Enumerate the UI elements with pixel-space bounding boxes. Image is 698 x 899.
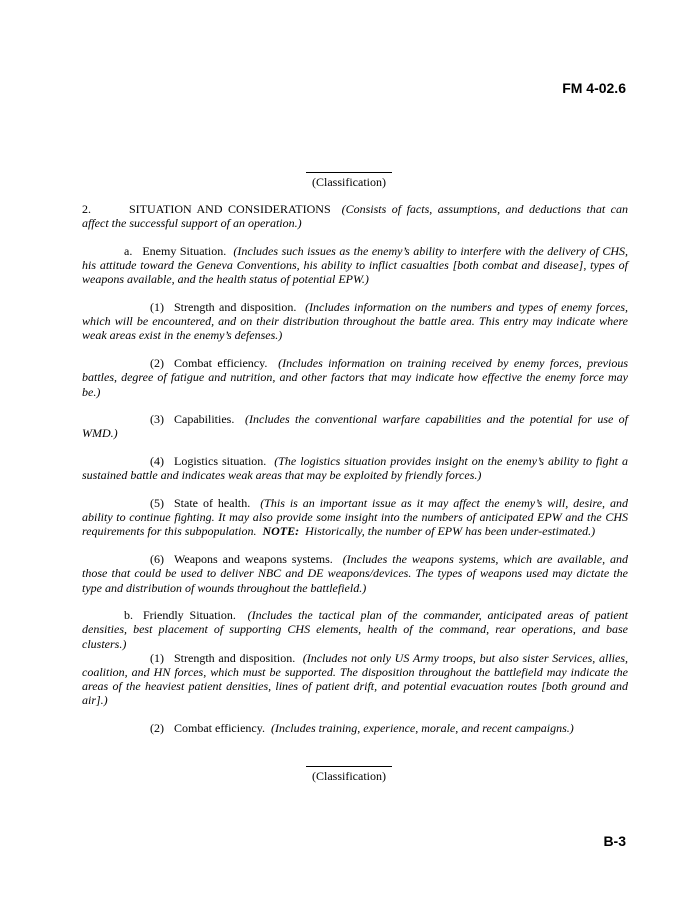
- paragraph-2a: [82, 244, 628, 287]
- paragraph-description: (Includes the tactical plan of the commander, anticipated areas of patient densities, best placement of supporting CHS elements, health of the command, rear operations, and base clusters.): [82, 608, 628, 651]
- paragraph-number: (2): [150, 721, 164, 736]
- paragraph-title: Logistics situation.: [174, 454, 267, 469]
- note-label: NOTE:: [262, 524, 300, 539]
- page-number: B-3: [603, 833, 626, 849]
- classification-line: [306, 766, 392, 767]
- paragraph-title: State of health.: [174, 496, 251, 511]
- classification-bottom: [0, 766, 698, 784]
- paragraph-description: (Includes information on training received by enemy forces, previous battles, degree of fatigue and nutrition, and other factors that may indicate how effective the enemy force may be.): [82, 356, 628, 399]
- paragraph-title: Capabilities.: [174, 412, 235, 427]
- paragraph-title: Friendly Situation.: [143, 608, 236, 623]
- document-body: [82, 202, 628, 749]
- paragraph-number: 2.: [82, 202, 91, 216]
- paragraph-number: b.: [124, 608, 133, 623]
- paragraph-2a1: [82, 300, 628, 343]
- paragraph-number: (6): [150, 552, 164, 567]
- paragraph-description: (Includes the conventional warfare capabilities and the potential for use of WMD.): [82, 412, 629, 441]
- paragraph-2a4: [82, 454, 628, 482]
- classification-label: (Classification): [312, 175, 386, 189]
- paragraph-number: (1): [150, 650, 164, 665]
- paragraph-2a5: [82, 496, 628, 539]
- paragraph-2b1: [82, 651, 628, 708]
- paragraph-2b: [82, 608, 628, 651]
- paragraph-title: Strength and disposition.: [174, 300, 297, 315]
- paragraph-number: (2): [150, 356, 164, 371]
- paragraph-2: [82, 202, 628, 230]
- manual-id: FM 4-02.6: [562, 80, 626, 96]
- paragraph-number: a.: [124, 243, 133, 258]
- paragraph-description: (Includes the weapons systems, which are available, and those that could be used to deliver NBC and DE weapons/devices. The types of weapons used may dictate the type and distribution of wounds throughout the battlefield.): [82, 552, 628, 595]
- paragraph-title: SITUATION AND CONSIDERATIONS: [129, 202, 331, 216]
- paragraph-description: (Consists of facts, assumptions, and deductions that can affect the successful support of an operation.): [82, 202, 628, 231]
- paragraph-number: (4): [150, 454, 164, 469]
- paragraph-description: (The logistics situation provides insight on the enemy’s ability to fight a sustained battle and indicates weak areas that may be exploited by friendly forces.): [82, 454, 628, 483]
- paragraph-title: Strength and disposition.: [174, 650, 296, 665]
- paragraph-2a6: [82, 552, 628, 595]
- paragraph-2b2: [82, 721, 628, 735]
- paragraph-description: (Includes training, experience, morale, and recent campaigns.): [270, 721, 574, 736]
- classification-top: [0, 172, 698, 190]
- paragraph-description: (Includes such issues as the enemy’s ability to interfere with the delivery of CHS, his attitude toward the Geneva Conventions, his ability to inflict casualties [both combat and disease], types of weapons available, and the health status of potential EPW.): [82, 243, 629, 287]
- note-text: Historically, the number of EPW has been under-estimated.): [305, 524, 596, 539]
- paragraph-title: Combat efficiency.: [174, 356, 268, 371]
- paragraph-number: (5): [150, 496, 164, 511]
- paragraph-title: Enemy Situation.: [142, 243, 227, 258]
- classification-label: (Classification): [312, 769, 386, 783]
- paragraph-number: (3): [150, 412, 164, 427]
- paragraph-2a3: [82, 412, 628, 440]
- paragraph-2a2: [82, 356, 628, 399]
- classification-line: [306, 172, 392, 173]
- paragraph-title: Weapons and weapons systems.: [174, 552, 333, 567]
- paragraph-description: (Includes not only US Army troops, but also sister Services, allies, coalition, and HN forces, which must be supported. The disposition throughout the battlefield may indicate the areas of the heaviest patient densities, lines of patient drift, and potential evacuation routes [both ground and air].): [82, 650, 628, 708]
- paragraph-description: (Includes information on the numbers and types of enemy forces, which will be encountered, and on their distribution throughout the battle area. This entry may indicate where weak areas exist in the enemy’s defenses.): [82, 300, 629, 343]
- paragraph-title: Combat efficiency.: [174, 721, 265, 736]
- paragraph-description: (This is an important issue as it may affect the enemy’s will, desire, and ability to continue fighting. It may also provide some insight into the numbers of anticipated EPW and the CHS requirements for this subpopulation.: [82, 496, 629, 539]
- paragraph-number: (1): [150, 300, 164, 315]
